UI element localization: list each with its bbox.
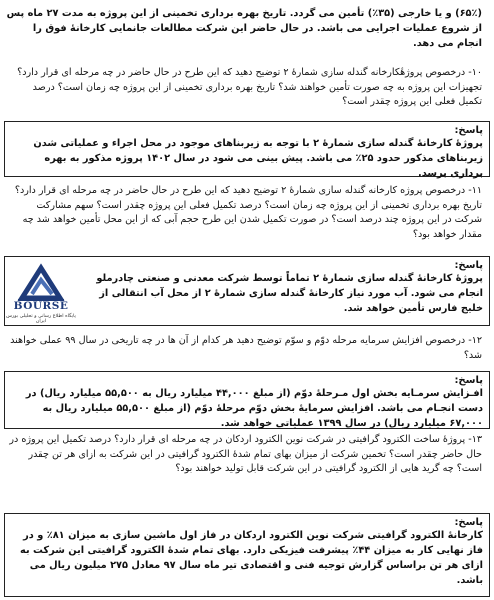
answer-13-label: پاسخ:: [454, 517, 483, 528]
bourse-logo-subtitle: پایگاه اطلاع رسانی و تحلیلی بورس ایران: [6, 314, 76, 324]
question-10: ۱۰- درخصوص پروژهٔکارخانه گندله سازی شمارهٔ ۲ توضیح دهید که این طرح در حال حاضر در چه مرحله ای قرار دارد؟ تجهیزات این پروژه به چه صورت تأمین خواهند شد؟ تاریخ بهره برداری تخمینی از این پروژه چه زمان است؟ درصد تکمیل فعلی این پروژه چقدر است؟: [17, 67, 482, 107]
answer-12-box: [4, 371, 490, 429]
answer-13-text: کارخانهٔ الکترود گرافیتی شرکت نوین الکترود اردکان در فاز اول ماشین سازی به میزان ۸۱٪ و در فاز نهایی کار به میزان ۴۴٪ پیشرفت فیزیکی دارد. بهای تمام شدهٔ الکترود گرافیتی این شرکت به ازای هر تن براساس گزارش توجیه فنی و اقتصادی تیر ماه سال ۹۷ معادل ۲۷۵ میلیون ریال می باشد.: [20, 530, 483, 586]
answer-10-label: پاسخ:: [454, 125, 483, 136]
answer-11-text: پروژهٔ کارخانهٔ گندله سازی شمارهٔ ۲ تماماً توسط شرکت معدنی و صنعتی چادرملو انجام می شود. آب مورد نیاز کارخانهٔ گندله سازی شمارهٔ ۲ از محل آب انتقالی از خلیج فارس تأمین خواهد شد.: [96, 273, 483, 314]
answer-12-label: پاسخ:: [454, 375, 483, 386]
answer-13-box: [4, 513, 490, 597]
question-12: ۱۲- درخصوص افزایش سرمایه مرحله دوّم و سوّم توضیح دهید هر کدام از آن ها در چه تاریخی در سال ۹۹ عملی خواهند شد؟: [10, 335, 482, 361]
intro-paragraph: (۶۵٪) و یا خارجی (۳۵٪) تأمین می گردد. تاریخ بهره برداری تخمینی از این پروژه به مدت ۲۷ ماه پس از شروع عملیات اجرایی می باشد. در حال حاضر این شرکت مطالعات جانمایی کارخانهٔ فوق را انجام می دهد.: [6, 8, 482, 49]
answer-10-text: پروژهٔ کارخانهٔ گندله سازی شمارهٔ ۲ با توجه به زیربناهای موجود در محل اجراء و عملیاتی شدن زیربناهای مذکور حدود ۲۵٪ می باشد. پیش بینی می شود در سال ۱۴۰۲ پروژه مذکور به بهره برداری برسد.: [33, 138, 483, 179]
answer-11-label: پاسخ:: [454, 260, 483, 271]
question-13: ۱۳- پروژهٔ ساخت الکترود گرافیتی در شرکت نوین الکترود اردکان در چه مرحله ای قرار دارد؟ درصد تکمیل این پروژه در حال حاضر چقدر است؟ تخمین شرکت از میزان بهای تمام شدهٔ الکترود گرافیتی در این شرکت به ازای هر تن چقدر است؟ چه گرید هایی از الکترود گرافیتی در این شرکت قابل تولید خواهند بود؟: [9, 434, 482, 474]
answer-12-text: افـزایش سرمـایه بخش اول مـرحلهٔ دوّم (از مبلغ ۴۴,۰۰۰ میلیارد ریال به ۵۵,۵۰۰ میلیارد ریال) در دست انجـام می باشد. افزایش سرمایهٔ بخش دوّم مرحلهٔ دوّم (از مبلغ ۵۵,۵۰۰ میلیارد ریال به ۶۷,۰۰۰ میلیارد ریال) در سال ۱۳۹۹ عملیاتی خواهد شد.: [25, 388, 483, 429]
bourse-logo-text: BOURSE: [13, 300, 69, 312]
answer-11-box: [4, 256, 490, 326]
question-11: ۱۱- درخصوص پروژه کارخانه گندله سازی شمارهٔ ۲ توضیح دهید که این طرح در حال حاضر در چه مرحله ای قرار دارد؟ تاریخ بهره برداری تخمینی از این پروژه چه زمان است؟ درصد تکمیل فعلی این پروژه چقدر است؟ سهم مشارکت شرکت در این پروژه چند درصد است؟ در صورت تکمیل شدن این طرح حجم آبی که از این محل تأمین خواهد شد چه مقدار خواهد بود؟: [14, 185, 482, 240]
answer-10-box: [4, 121, 490, 177]
